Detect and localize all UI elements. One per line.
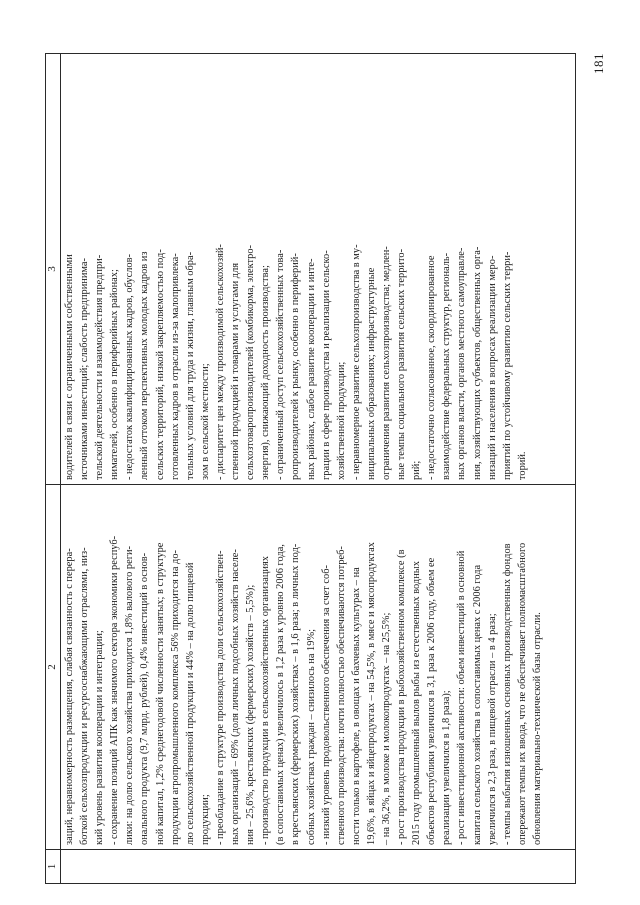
text-line: лю сельскохозяйственной продукции и 44% – на долю пищевой — [184, 562, 196, 845]
text-line: лики: на долю сельского хозяйства приходится 1,8% валового реги- — [124, 546, 136, 845]
text-line: - низкий уровень продовольственного обеспечения за счет соб- — [320, 565, 332, 845]
text-line: продукции; — [199, 794, 211, 845]
text-line: 19,6%, в яйцах и яйцепродуктах – на 54,5%, в мясе и мясопродуктах — [365, 542, 377, 845]
text-line: рий; — [411, 460, 423, 480]
text-line: нимателей, особенно в периферийных районах; — [109, 269, 121, 480]
text-line: кий уровень развития кооперации и интеграции; — [94, 630, 106, 845]
text-line: хозяйственной продукции; — [335, 361, 347, 480]
text-line: ограничения развития сельхозпроизводства; медлен- — [380, 246, 392, 480]
text-line: - рост производства продукции в рыбохозяйственном комплексе (в — [396, 549, 408, 845]
text-line: водителей в связи с ограниченными собственными — [64, 254, 75, 480]
text-line: капитал сельского хозяйства в сопоставимых ценах с 2006 года — [471, 564, 483, 845]
text-line: грации в сфере производства и реализации сельско- — [320, 250, 332, 480]
text-line: - неравномерное развитие сельхозпроизводства в му- — [350, 244, 362, 480]
text-line: - темпы выбытия изношенных основных производственных фондов — [501, 543, 513, 845]
column-header-3: 3 — [46, 54, 61, 485]
text-line: торий. — [516, 451, 528, 480]
text-line: опережают темпы их ввода, что не обеспечивает полномасштабного — [516, 542, 528, 845]
text-line: ния – 25,6%, крестьянских (фермерских) хозяйств – 5,5%); — [245, 584, 257, 845]
document-table-rotated — [45, 54, 576, 884]
column-header-2: 2 — [46, 485, 61, 850]
text-line: 2015 году промышленный вылов рыбы из естественных водных — [411, 561, 423, 845]
text-line: обновления материально-технической базы отрасли. — [531, 612, 543, 845]
text-line: в крестьянских (фермерских) хозяйствах – в 1,6 раза; в личных под- — [290, 543, 302, 845]
text-line: объектов республики увеличился в 3,1 раза к 2006 году, объем ее — [426, 557, 438, 845]
cell-column-1 — [61, 850, 576, 884]
text-line: - недостаток квалифицированных кадров, обуслов- — [124, 254, 136, 480]
text-line: ния, хозяйствующих субъектов, общественных орга- — [471, 246, 483, 480]
text-line: ности только в картофеле, в овощах и бахчевых культурах – на — [350, 567, 362, 845]
text-line: увеличился в 2,3 раза, в пищевой отрасли – в 4 раза; — [486, 613, 498, 845]
text-line: - недостаточно согласованное, скоординированное — [426, 255, 438, 480]
cell-column-2 — [61, 485, 576, 850]
text-line: готовленных кадров в отрасли из-за малопривлека- — [169, 253, 181, 480]
text-line: сельских территорий, низкой закрепляемостью под- — [154, 249, 166, 480]
text-line: заций, неравномерность размещения, слабая связанность с перера- — [64, 548, 75, 845]
text-line: - ограниченный доступ сельскохозяйственных това- — [275, 249, 287, 480]
text-line: ственного производства: почти полностью обеспечиваются потреб- — [335, 546, 347, 845]
text-line: - преобладание в структуре производства доли сельскохозяйствен- — [214, 550, 226, 845]
text-line: зом в сельской местности; — [199, 363, 211, 480]
text-line: приятий по устойчивому развитию сельских терри- — [501, 251, 513, 480]
text-line: ных организаций – 69% (доля личных подсобных хозяйств населе- — [230, 549, 242, 845]
text-line: ленный оттоком перспективных молодых кадров из — [139, 251, 151, 480]
text-line: (в сопоставимых ценах) увеличилось в 1,2 раза к уровню 2006 года, — [275, 544, 287, 845]
cell-column-3 — [61, 54, 576, 485]
text-line: источниками инвестиций; слабость предпринима- — [79, 258, 91, 480]
header-row — [46, 54, 61, 884]
text-line: ропроизводителей к рынку, особенно в периферий- — [290, 253, 302, 480]
text-line: продукции агропромышленного комплекса 56% приходится на до- — [169, 549, 181, 845]
document-table — [45, 53, 576, 884]
text-line: – на 36,2%, в молоке и молокопродуктах – на 25,5%; — [380, 612, 392, 845]
text-line: низаций и населения в вопросах реализации меро- — [486, 255, 498, 480]
text-line: онального продукта (9,7 млрд. рублей), 0,4% инвестиций в основ- — [139, 552, 151, 845]
text-line: - производство продукции в сельскохозяйственных организациях — [260, 556, 272, 845]
text-line: - сохранение позиций АПК как значимого сектора экономики респуб- — [109, 535, 121, 845]
text-line: собных хозяйствах граждан – снизилось на 19%; — [305, 629, 317, 845]
column-header-1: 1 — [46, 850, 61, 884]
text-line: ниципальных образованиях; инфраструктурные — [365, 267, 377, 480]
text-line: тельных условий для труда и жизни, главным обра- — [184, 251, 196, 480]
text-line: тельской деятельности и взаимодействия предпри- — [94, 254, 106, 480]
text-line: сельхозтоваропроизводителей (комбикорма, электро- — [245, 244, 257, 480]
text-line: ной капитал, 1,2% среднегодовой численности занятых; в структуре — [154, 542, 166, 845]
text-line: - рост инвестиционной активности: объем инвестиций в основной — [456, 550, 468, 845]
text-line: - диспаритет цен между производимой сельскохозяй- — [214, 244, 226, 480]
text-line: ные темпы социального развития сельских террито- — [396, 248, 408, 480]
text-line: ных органов власти, органов местного самоуправле- — [456, 247, 468, 480]
text-line: реализации увеличился в 1,8 раза); — [441, 690, 453, 845]
text-line: ных районах, слабое развитие кооперации и инте- — [305, 258, 317, 480]
text-line: боткой сельхозпродукции и ресурсоснабжающими отраслями, низ- — [79, 547, 91, 845]
text-line: взаимодействие федеральных структур, региональ- — [441, 252, 453, 480]
table-row — [61, 54, 576, 884]
text-line: энергия), снижающий доходность производства; — [260, 265, 272, 480]
text-line: ственной продукцией и товарами и услугами для — [230, 262, 242, 480]
page-number: 181 — [591, 53, 606, 74]
